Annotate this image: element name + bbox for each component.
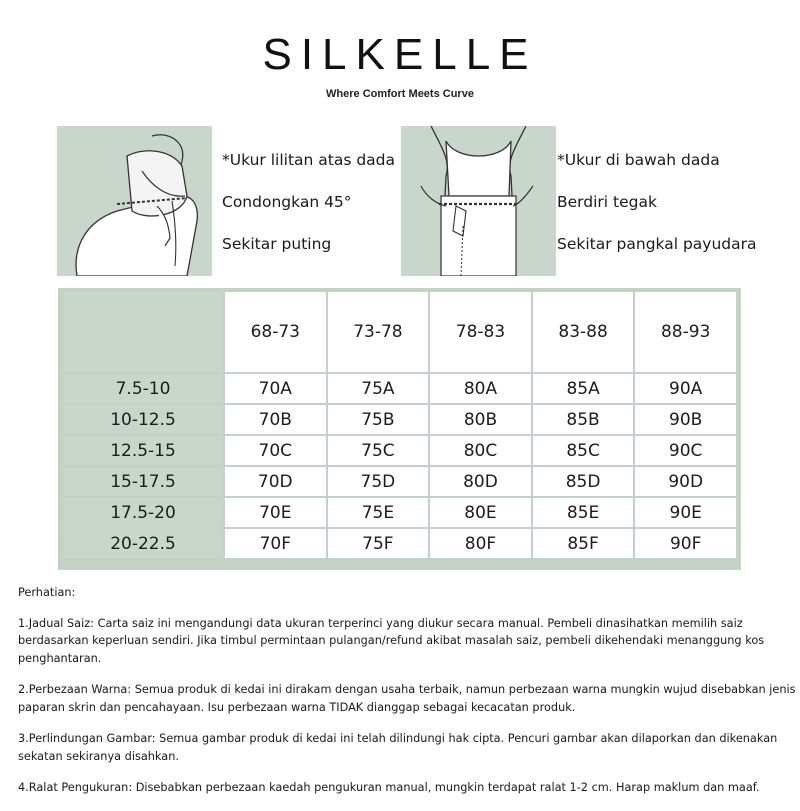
- size-cell: 70F: [225, 529, 326, 558]
- underbust-guide-line-3: Sekitar pangkal payudara: [557, 235, 757, 253]
- size-cell: 75C: [328, 436, 429, 465]
- size-cell: 85C: [533, 436, 634, 465]
- size-cell: 90D: [635, 467, 736, 496]
- table-header-row: [63, 292, 736, 372]
- table-row: [63, 498, 736, 527]
- size-cell: 70B: [225, 405, 326, 434]
- size-cell: 80A: [430, 374, 531, 403]
- row-header: 10-12.5: [63, 405, 223, 434]
- column-header: 78-83: [430, 292, 531, 372]
- size-cell: 70A: [225, 374, 326, 403]
- bust-guide-line-2: Condongkan 45°: [222, 193, 352, 211]
- row-header: 12.5-15: [63, 436, 223, 465]
- size-cell: 90B: [635, 405, 736, 434]
- size-cell: 70C: [225, 436, 326, 465]
- table-row: [63, 529, 736, 558]
- notes-title: Perhatian:: [18, 586, 76, 599]
- size-cell: 85B: [533, 405, 634, 434]
- size-cell: 75F: [328, 529, 429, 558]
- size-cell: 75B: [328, 405, 429, 434]
- row-header: 17.5-20: [63, 498, 223, 527]
- row-header: 15-17.5: [63, 467, 223, 496]
- size-cell: 75A: [328, 374, 429, 403]
- size-cell: 80E: [430, 498, 531, 527]
- brand-tagline: Where Comfort Meets Curve: [326, 88, 474, 100]
- column-header: 68-73: [225, 292, 326, 372]
- note-item-size-chart: 1.Jadual Saiz: Carta saiz ini mengandungi data ukuran terperinci yang diukur secara manual. Pembeli dinasihatkan memilih saiz berdasarkan keperluan sendiri. Jika timbul permintaan pulangan/refund akibat masalah saiz, pembeli dikehendaki menanggung kos penghantaran.: [18, 616, 765, 665]
- note-item-measurement-error: 4.Ralat Pengukuran: Disebabkan perbezaan kaedah pengukuran manual, mungkin terdapat ralat 1-2 cm. Harap maklum dan maaf.: [18, 781, 760, 794]
- table-row: [63, 436, 736, 465]
- table-row: [63, 405, 736, 434]
- note-item-image-protection: 3.Perlindungan Gambar: Semua gambar produk di kedai ini telah dilindungi hak cipta. Pencuri gambar akan dilaporkan dan dikenakan sekatan sekiranya disahkan.: [18, 732, 778, 763]
- size-cell: 80F: [430, 529, 531, 558]
- size-cell: 90A: [635, 374, 736, 403]
- bust-guide-line-1: *Ukur lilitan atas dada: [222, 151, 396, 169]
- size-cell: 90F: [635, 529, 736, 558]
- column-header: 88-93: [635, 292, 736, 372]
- brand-logo: SILKELLE: [262, 30, 538, 79]
- table-row: [63, 467, 736, 496]
- size-cell: 90C: [635, 436, 736, 465]
- size-chart-table: [58, 288, 741, 570]
- size-cell: 85A: [533, 374, 634, 403]
- size-cell: 80D: [430, 467, 531, 496]
- underbust-measure-illustration: [401, 126, 556, 276]
- row-header: 20-22.5: [63, 529, 223, 558]
- table-corner-cell: [63, 292, 223, 372]
- bust-guide-line-3: Sekitar puting: [222, 235, 332, 253]
- bust-measure-illustration: [57, 126, 212, 276]
- underbust-measure-drawing: [401, 126, 556, 276]
- column-header: 73-78: [328, 292, 429, 372]
- column-header: 83-88: [533, 292, 634, 372]
- size-cell: 90E: [635, 498, 736, 527]
- note-item-color-difference: 2.Perbezaan Warna: Semua produk di kedai ini dirakam dengan usaha terbaik, namun perbezaan warna mungkin wujud disebabkan jenis paparan skrin dan pencahayaan. Isu perbezaan warna TIDAK dianggap sebagai kecacatan produk.: [18, 683, 796, 714]
- underbust-guide-line-2: Berdiri tegak: [557, 193, 657, 211]
- size-table: [61, 290, 738, 560]
- row-header: 7.5-10: [63, 374, 223, 403]
- size-cell: 85F: [533, 529, 634, 558]
- table-row: [63, 374, 736, 403]
- size-cell: 80B: [430, 405, 531, 434]
- notes-section: [18, 584, 800, 811]
- size-cell: 75E: [328, 498, 429, 527]
- size-cell: 80C: [430, 436, 531, 465]
- bust-measure-drawing: [57, 126, 212, 276]
- size-cell: 70D: [225, 467, 326, 496]
- size-cell: 85D: [533, 467, 634, 496]
- underbust-guide-line-1: *Ukur di bawah dada: [557, 151, 720, 169]
- size-cell: 85E: [533, 498, 634, 527]
- size-cell: 70E: [225, 498, 326, 527]
- size-cell: 75D: [328, 467, 429, 496]
